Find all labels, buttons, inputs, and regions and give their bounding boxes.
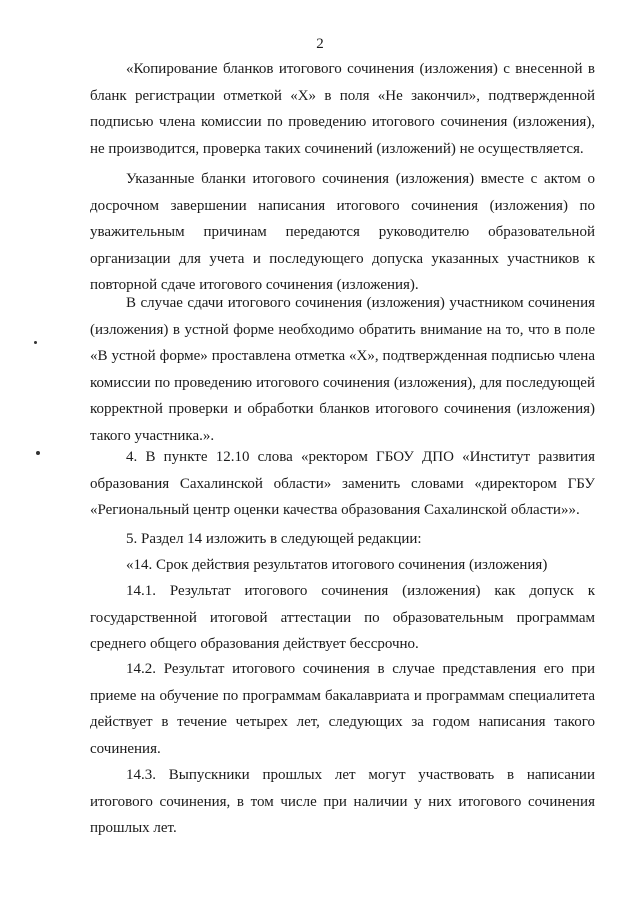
paragraph-text: 14.3. Выпускники прошлых лет могут участвовать в написании итогового сочинения, в том числе при наличии у них итогового сочинения прошлых лет. xyxy=(90,767,595,836)
paragraph-text: 4. В пункте 12.10 слова «ректором ГБОУ ДПО «Институт развития образования Сахалинской области» заменить словами «директором ГБУ «Региональный центр оценки качества образования Сахалинской области»». xyxy=(90,449,595,518)
paragraph-14-3 xyxy=(90,762,595,842)
paragraph-text: 14.2. Результат итогового сочинения в случае представления его при приеме на обучение по программам бакалавриата и программам специалитета действует в течение четырех лет, следующих за годом написания такого сочинения. xyxy=(90,661,595,757)
paragraph-copying-blanks xyxy=(90,56,595,162)
paragraph-text: В случае сдачи итогового сочинения (изложения) участником сочинения (изложения) в устной форме необходимо обратить внимание на то, что в поле «В устной форме» проставлена отметка «X», подтвержденная подписью члена комиссии по проведению итогового сочинения (изложения), для последующей корректной проверки и обработки бланков итогового сочинения (изложения) такого участника.». xyxy=(90,295,595,444)
paragraph-text: 14.1. Результат итогового сочинения (изложения) как допуск к государственной итоговой аттестации по образовательным программам среднего общего образования действует бессрочно. xyxy=(90,583,595,652)
scan-speck xyxy=(34,341,37,344)
section-14-heading xyxy=(90,552,595,579)
paragraph-text: 5. Раздел 14 изложить в следующей редакции: xyxy=(126,531,422,547)
paragraph-item-5 xyxy=(90,526,595,553)
paragraph-oral-form xyxy=(90,290,595,449)
scan-speck xyxy=(36,451,40,455)
paragraph-early-completion xyxy=(90,166,595,299)
page-number: 2 xyxy=(316,36,324,52)
paragraph-text: «14. Срок действия результатов итогового сочинения (изложения) xyxy=(126,557,548,573)
paragraph-text: Указанные бланки итогового сочинения (изложения) вместе с актом о досрочном завершении написания итогового сочинения (изложения) по уважительным причинам передаются руководителю образовательной организации для учета и последующего допуска указанных участников к повторной сдаче итогового сочинения (изложения). xyxy=(90,171,595,293)
paragraph-item-4 xyxy=(90,444,595,524)
paragraph-14-1 xyxy=(90,578,595,658)
paragraph-text: «Копирование бланков итогового сочинения (изложения) с внесенной в бланк регистрации отметкой «X» в поля «Не закончил», подтвержденной подписью члена комиссии по проведению итогового сочинения (изложения), не производится, проверка таких сочинений (изложений) не осуществляется. xyxy=(90,61,595,157)
paragraph-14-2 xyxy=(90,656,595,762)
